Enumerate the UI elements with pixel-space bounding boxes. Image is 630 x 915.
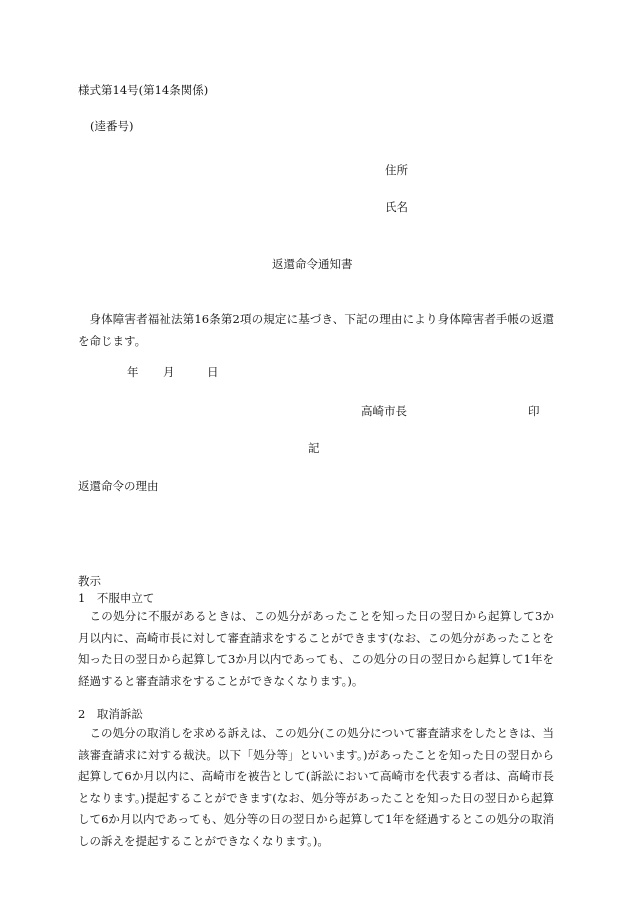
section2-heading: 2 取消訴訟 <box>78 707 143 721</box>
date-month: 月 <box>163 365 175 379</box>
issuer-name: 高崎市長 <box>361 404 407 418</box>
issuer-seal: 印 <box>528 404 540 418</box>
name-label: 氏名 <box>385 200 408 214</box>
reason-label: 返還命令の理由 <box>78 479 159 493</box>
date-day: 日 <box>207 365 219 379</box>
body-text: 身体障害者福祉法第16条第2項の規定に基づき、下記の理由により身体障害者手帳の返還を命じます。 <box>78 312 554 348</box>
section1-text: この処分に不服があるときは、この処分があったことを知った日の翌日から起算して3か月以内に、高崎市長に対して審査請求をすることができます(なお、この処分があったことを知った日の翌日から起算して3か月以内であっても、この処分の日の翌日から起算して1年を経過すると審査請求をすることができなくなります。)。 <box>78 609 554 688</box>
section1-heading: 1 不服申立て <box>78 591 155 605</box>
section2-text: この処分の取消しを求める訴えは、この処分(この処分について審査請求をしたときは、当該審査請求に対する裁決。以下「処分等」といいます。)があったことを知った日の翌日から起算して6か月以内に、高崎市を被告として(訴訟において高崎市を代表する者は、高崎市長となります。)提起することができます(なお、処分等があったことを知った日の翌日から起算して6か月以内であっても、処分等の日の翌日から起算して1年を経過するとこの処分の取消しの訴えを提起することができなくなります。)。 <box>78 726 554 848</box>
date-year: 年 <box>127 365 139 379</box>
instruction-heading: 教示 <box>78 574 101 588</box>
document-title: 返還命令通知書 <box>272 257 353 271</box>
ki-label: 記 <box>308 441 320 455</box>
form-number: 様式第14号(第14条関係) <box>78 83 209 97</box>
address-label: 住所 <box>385 163 408 177</box>
reference-number: (逵番号) <box>90 119 134 133</box>
